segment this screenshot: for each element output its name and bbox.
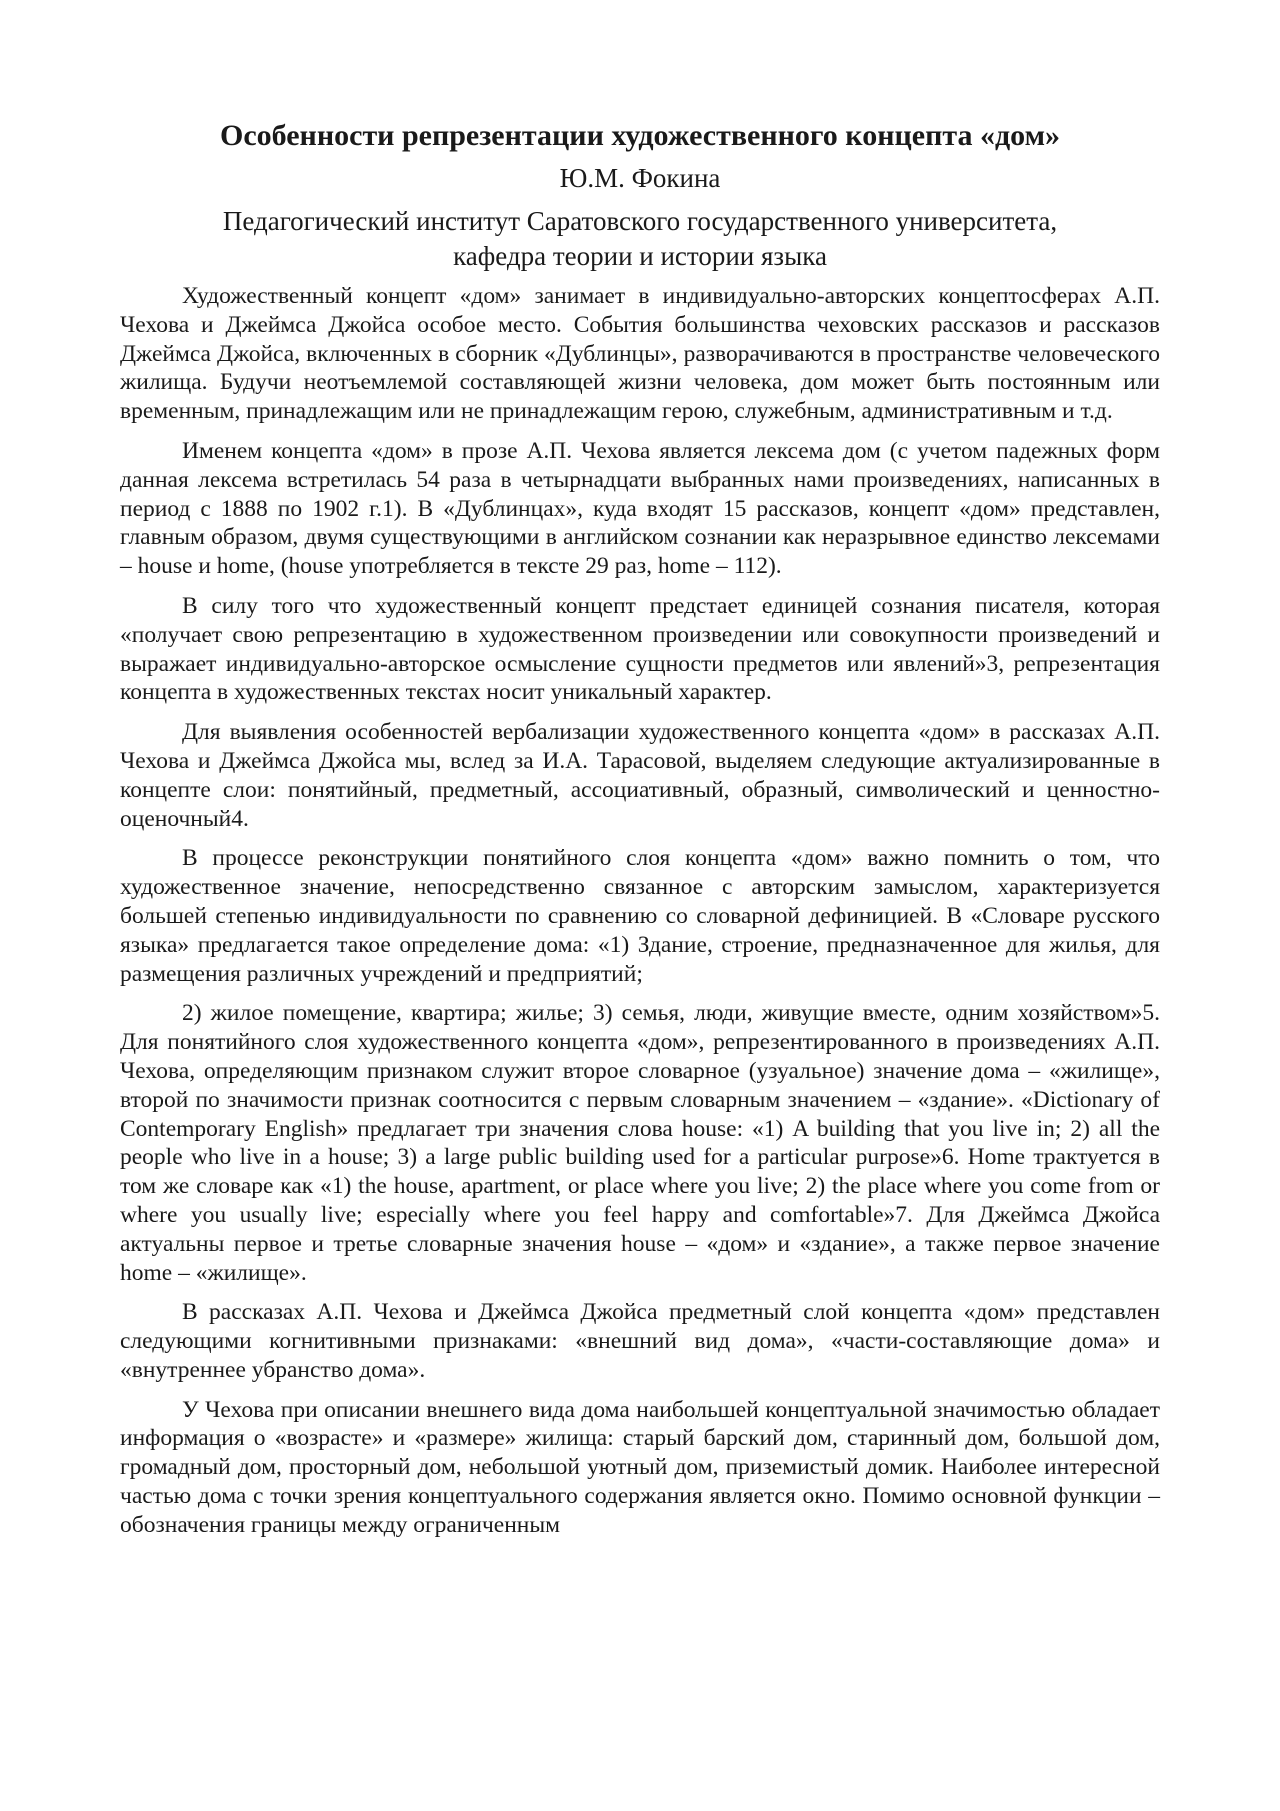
author-name: Ю.М. Фокина	[559, 163, 721, 193]
affiliation	[120, 204, 1160, 274]
paragraph: Для выявления особенностей вербализации художественного концепта «дом» в рассказах А.П. Чехова и Джеймса Джойса мы, вслед за И.А. Тарасовой, выделяем следующие актуализированные в концепте слои: понятийный, предметный, ассоциативный, образный, символический и ценностно-оценочный4.	[120, 719, 1160, 832]
paragraph: В процессе реконструкции понятийного слоя концепта «дом» важно помнить о том, что художественное значение, непосредственно связанное с авторским замыслом, характеризуется большей степенью индивидуальности по сравнению со словарной дефиницией. В «Словаре русского языка» предлагается такое определение дома: «1) Здание, строение, предназначенное для жилья, для размещения различных учреждений и предприятий;	[120, 845, 1160, 987]
affiliation-line-2: кафедра теории и истории языка	[453, 241, 827, 271]
paragraph: У Чехова при описании внешнего вида дома наибольшей концептуальной значимостью обладает информация о «возрасте» и «размере» жилища: старый барский дом, старинный дом, большой дом, громадный дом, просторный дом, небольшой уютный дом, приземистый домик. Наиболее интересной частью дома с точки зрения концептуального содержания является окно. Помимо основной функции – обозначения границы между ограниченным	[120, 1396, 1160, 1538]
paragraph: Художественный концепт «дом» занимает в индивидуально-авторских концептосферах А.П. Чехова и Джеймса Джойса особое место. События большинства чеховских рассказов и рассказов Джеймса Джойса, включенных в сборник «Дублинцы», разворачиваются в пространстве человеческого жилища. Будучи неотъемлемой составляющей жизни человека, дом может быть постоянным или временным, принадлежащим или не принадлежащим герою, служебным, административным и т.д.	[120, 283, 1160, 425]
paragraph: Именем концепта «дом» в прозе А.П. Чехова является лексема дом (с учетом падежных форм данная лексема встретилась 54 раза в четырнадцати выбранных нами произведениях, написанных в период с 1888 по 1902 г.1). В «Дублинцах», куда входят 15 рассказов, концепт «дом» представлен, главным образом, двумя существующими в английском сознании как неразрывное единство лексемами – house и home, (house употребляется в тексте 29 раз, home – 112).	[120, 437, 1160, 580]
paragraph: 2) жилое помещение, квартира; жилье; 3) семья, люди, живущие вместе, одним хозяйством»5. Для понятийного слоя художественного концепта «дом», репрезентированного в произведениях А.П. Чехова, определяющим признаком служит второе словарное (узуальное) значение дома – «жилище», второй по значимости признак соотносится с первым словарным значением – «здание». «Dictionary of Contemporary English» предлагает три значения слова house: «1) A building that you live in; 2) all the people who live in a house; 3) a large public building used for a particular purpose»6. Home трактуется в том же словаре как «1) the house, apartment, or place where you live; 2) the place where you come from or where you usually live; especially where you feel happy and comfortable»7. Для Джеймса Джойса актуальны первое и третье словарные значения house – «дом» и «здание», а также первое значение home – «жилище».	[120, 1000, 1160, 1286]
paragraph: В силу того что художественный концепт предстает единицей сознания писателя, которая «получает свою репрезентацию в художественном произведении или совокупности произведений и выражает индивидуально-авторское осмысление сущности предметов или явлений»3, репрезентация концепта в художественных текстах носит уникальный характер.	[120, 592, 1160, 706]
affiliation-line-1: Педагогический институт Саратовского государственного университета,	[222, 206, 1058, 236]
paragraph: В рассказах А.П. Чехова и Джеймса Джойса предметный слой концепта «дом» представлен следующими когнитивными признаками: «внешний вид дома», «части-составляющие дома» и «внутреннее убранство дома».	[120, 1299, 1160, 1383]
document-page	[120, 118, 1160, 1540]
document-title: Особенности репрезентации художественного концепта «дом»	[219, 119, 1061, 152]
